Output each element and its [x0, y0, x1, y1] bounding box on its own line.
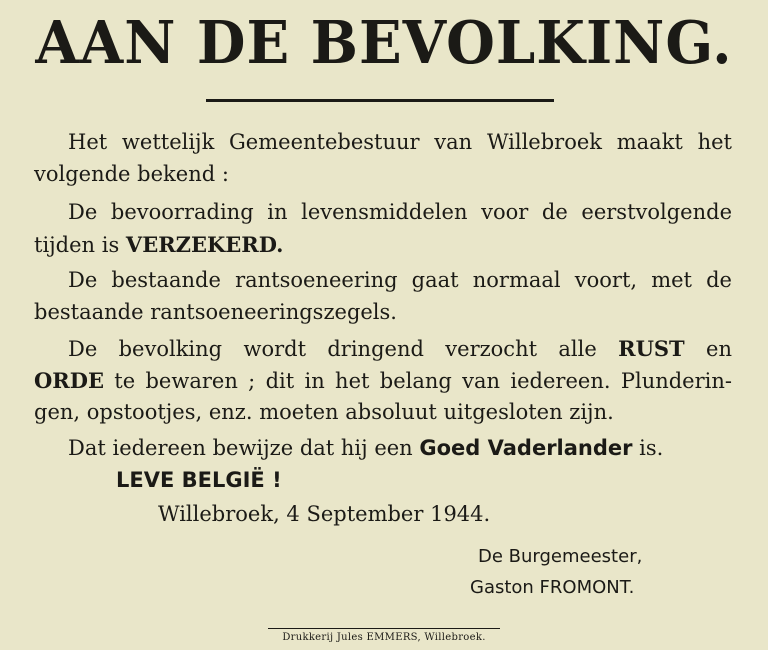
place-and-date: Willebroek, 4 September 1944. — [158, 502, 491, 526]
slogan: LEVE BELGIË ! — [116, 468, 282, 492]
paragraph-4-line-3: gen, opstootjes, enz. moeten absoluut uitgesloten zijn. — [34, 400, 614, 424]
paragraph-1-line-1: Het wettelijk Gemeentebestuur van Willebroek maakt het — [68, 130, 732, 154]
paragraph-5 — [68, 436, 663, 460]
rust-emphasis: RUST — [618, 336, 685, 361]
signer-name: Gaston FROMONT. — [470, 577, 635, 598]
goed-vaderlander-emphasis: Goed Vaderlander — [419, 436, 633, 460]
poster-title: AAN DE BEVOLKING. — [35, 8, 733, 78]
title-underline — [206, 99, 554, 102]
paragraph-4-text-2: te bewaren ; dit in het belang van iedereen. Plunderin- — [103, 369, 732, 393]
paragraph-4-text-end: en — [684, 337, 732, 361]
paragraph-2-text: tijden is — [34, 233, 126, 257]
paragraph-4-line-1 — [68, 336, 732, 361]
printer-divider — [268, 628, 500, 629]
verzekerd-emphasis: VERZEKERD. — [125, 232, 284, 257]
signer-role: De Burgemeester, — [478, 546, 643, 567]
orde-emphasis: ORDE — [34, 368, 104, 393]
paragraph-2-line-2 — [34, 232, 283, 257]
paragraph-3-line-2: bestaande rantsoeneeringszegels. — [34, 300, 397, 324]
paragraph-1-line-2: volgende bekend : — [34, 162, 229, 186]
paragraph-4-line-2 — [34, 368, 732, 393]
paragraph-2-line-1: De bevoorrading in levensmiddelen voor de eerstvolgende — [68, 200, 732, 224]
paragraph-3-line-1: De bestaande rantsoeneering gaat normaal voort, met de — [68, 268, 732, 292]
paragraph-5-text: Dat iedereen bewijze dat hij een — [68, 436, 420, 460]
paragraph-5-text-end: is. — [632, 436, 664, 460]
printer-imprint: Drukkerij Jules EMMERS, Willebroek. — [282, 632, 486, 643]
paragraph-4-text: De bevolking wordt dringend verzocht alle — [68, 337, 619, 361]
